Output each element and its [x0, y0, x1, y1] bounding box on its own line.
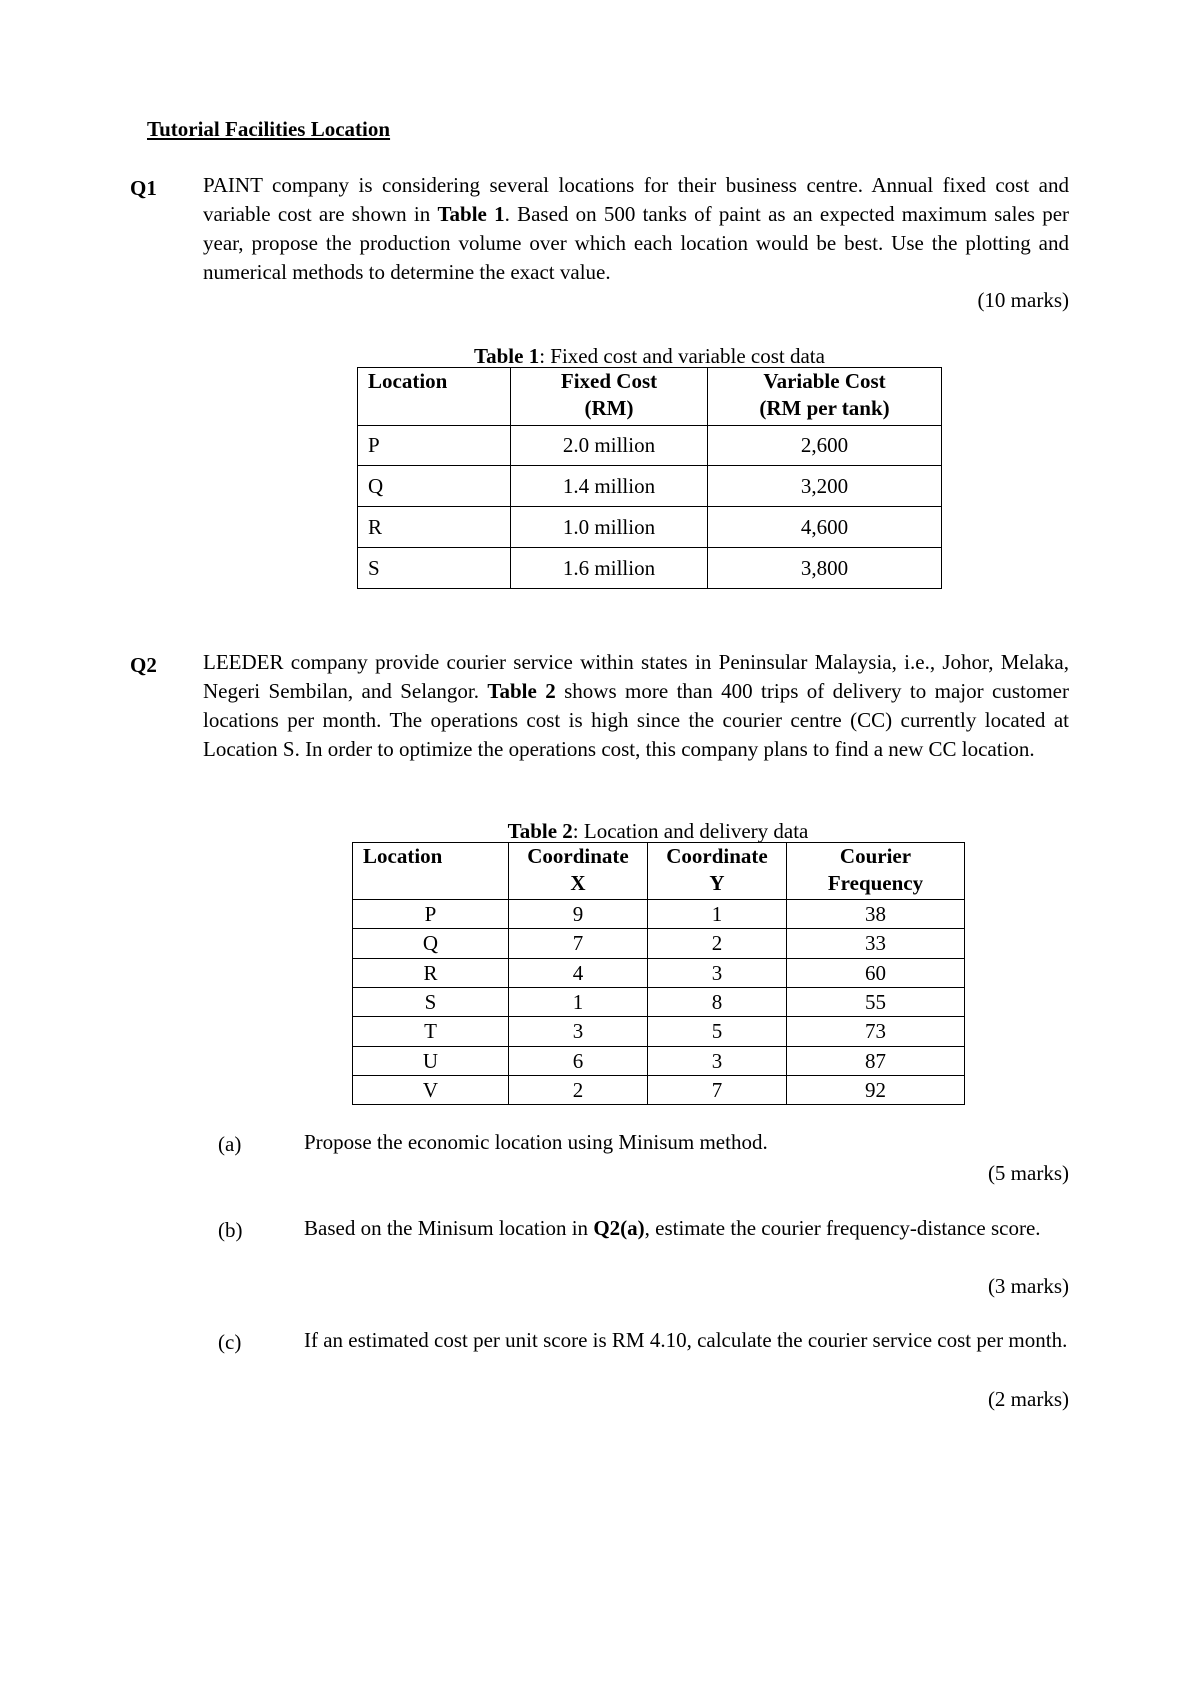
table2-cell: 3	[648, 958, 787, 987]
subq-c-text: If an estimated cost per unit score is RM 4.10, calculate the courier service cost per month.	[304, 1328, 1068, 1352]
table1-header-location: Location	[358, 368, 511, 426]
page-title: Tutorial Facilities Location	[147, 117, 391, 141]
table2-header-coordinate-y-line2: Y	[709, 871, 725, 895]
subq-a-marks: (5 marks)	[987, 1161, 1069, 1185]
table1-header-fixed-cost	[511, 368, 708, 426]
table-row	[353, 958, 965, 987]
table1-header-variable-cost-line1: Variable Cost	[763, 369, 886, 393]
table-row	[358, 466, 942, 507]
table2-cell: 87	[787, 1046, 965, 1075]
table1-cell: 3,800	[708, 548, 942, 589]
table1-cell: 3,200	[708, 466, 942, 507]
table1-cell: S	[358, 548, 511, 589]
table2-cell: 4	[509, 958, 648, 987]
table2-cell: 33	[787, 929, 965, 958]
q1-text	[203, 171, 1069, 287]
table2-cell: 7	[648, 1076, 787, 1105]
table-row	[353, 1076, 965, 1105]
subq-a-text: Propose the economic location using Minisum method.	[304, 1130, 768, 1154]
subq-b-text-a: Based on the Minisum location in	[304, 1216, 594, 1240]
table2-cell: 3	[509, 1017, 648, 1046]
table-row	[353, 1046, 965, 1075]
table1-cell: 4,600	[708, 507, 942, 548]
table1-header-fixed-cost-line2: (RM)	[584, 396, 634, 420]
table1-cell: P	[358, 426, 511, 466]
table2-header-coordinate-x	[509, 843, 648, 900]
table-row	[358, 548, 942, 589]
table2-cell: 60	[787, 958, 965, 987]
table2-cell: 5	[648, 1017, 787, 1046]
table2-cell: 55	[787, 988, 965, 1017]
table-row	[353, 929, 965, 958]
table2-caption-bold: Table 2	[507, 819, 573, 843]
table2-cell: U	[353, 1046, 509, 1075]
q2-label: Q2	[130, 653, 157, 677]
q1-text-b: . Based on 500 tanks of paint as an expected maximum sales per year, propose the production volume over which each location would be best. Use the plotting and numerical methods to determine the exact value.	[203, 202, 1070, 284]
table2-cell: 73	[787, 1017, 965, 1046]
q1-marks: (10 marks)	[977, 288, 1069, 312]
q2-text-bold: Table 2	[487, 679, 556, 703]
table2-header-coordinate-x-line1: Coordinate	[527, 844, 629, 868]
table2-cell: 8	[648, 988, 787, 1017]
subq-b-text-bold: Q2(a)	[593, 1216, 645, 1240]
table2-cell: Q	[353, 929, 509, 958]
table2-cell: 92	[787, 1076, 965, 1105]
table1-cell: R	[358, 507, 511, 548]
subq-b-text	[304, 1214, 1069, 1243]
table-row	[353, 988, 965, 1017]
table2-header-courier-frequency-line1: Courier	[839, 844, 912, 868]
table2-cell: S	[353, 988, 509, 1017]
q1-text-a: PAINT company is considering several locations for their business centre. Annual fixed cost and variable cost are shown in	[203, 173, 1069, 226]
q2-text-a: LEEDER company provide courier service within states in Peninsular Malaysia, i.e., Johor, Melaka, Negeri Sembilan, and Selangor.	[203, 650, 1069, 703]
table2-cell: 7	[509, 929, 648, 958]
table1-cell: 1.6 million	[511, 548, 708, 589]
q2-text-b: shows more than 400 trips of delivery to major customer locations per month. The operations cost is high since the courier centre (CC) currently located at Location S. In order to optimize the operations cost, this company plans to find a new CC location.	[203, 679, 1069, 761]
subq-a-label: (a)	[218, 1132, 242, 1156]
table2-cell: R	[353, 958, 509, 987]
table2	[352, 842, 965, 1105]
table1	[357, 367, 942, 589]
table-row	[353, 900, 965, 929]
table2-cell: 3	[648, 1046, 787, 1075]
subq-c-label: (c)	[218, 1330, 242, 1354]
q1-text-bold: Table 1	[437, 202, 505, 226]
table2-cell: 2	[648, 929, 787, 958]
table2-cell: V	[353, 1076, 509, 1105]
table1-header-variable-cost-line2: (RM per tank)	[759, 396, 890, 420]
table-row	[353, 1017, 965, 1046]
table2-header-coordinate-y-line1: Coordinate	[666, 844, 768, 868]
table2-header-location: Location	[353, 843, 509, 900]
table2-header-courier-frequency	[787, 843, 965, 900]
table1-header-variable-cost	[708, 368, 942, 426]
table1-cell: 1.4 million	[511, 466, 708, 507]
table2-cell: T	[353, 1017, 509, 1046]
table1-cell: 2.0 million	[511, 426, 708, 466]
table1-cell: 2,600	[708, 426, 942, 466]
q2-text	[203, 648, 1069, 764]
table2-header-coordinate-x-line2: X	[570, 871, 586, 895]
table2-header-coordinate-y	[648, 843, 787, 900]
table2-cell: 9	[509, 900, 648, 929]
q1-label: Q1	[130, 176, 157, 200]
table1-cell: 1.0 million	[511, 507, 708, 548]
table2-cell: 2	[509, 1076, 648, 1105]
table-row	[358, 507, 942, 548]
subq-b-text-b: , estimate the courier frequency-distance score.	[644, 1216, 1041, 1240]
table1-header-fixed-cost-line1: Fixed Cost	[560, 369, 658, 393]
table-row	[358, 426, 942, 466]
table2-header-courier-frequency-line2: Frequency	[827, 871, 924, 895]
table1-cell: Q	[358, 466, 511, 507]
table1-caption-rest: : Fixed cost and variable cost data	[539, 344, 825, 368]
table2-caption-rest: : Location and delivery data	[572, 819, 809, 843]
subq-b-label: (b)	[218, 1218, 243, 1242]
table2-cell: 6	[509, 1046, 648, 1075]
table2-cell: 1	[648, 900, 787, 929]
table2-cell: P	[353, 900, 509, 929]
subq-c-marks: (2 marks)	[987, 1387, 1069, 1411]
table2-cell: 1	[509, 988, 648, 1017]
table1-caption-bold: Table 1	[474, 344, 540, 368]
table2-cell: 38	[787, 900, 965, 929]
subq-b-marks: (3 marks)	[987, 1274, 1069, 1298]
